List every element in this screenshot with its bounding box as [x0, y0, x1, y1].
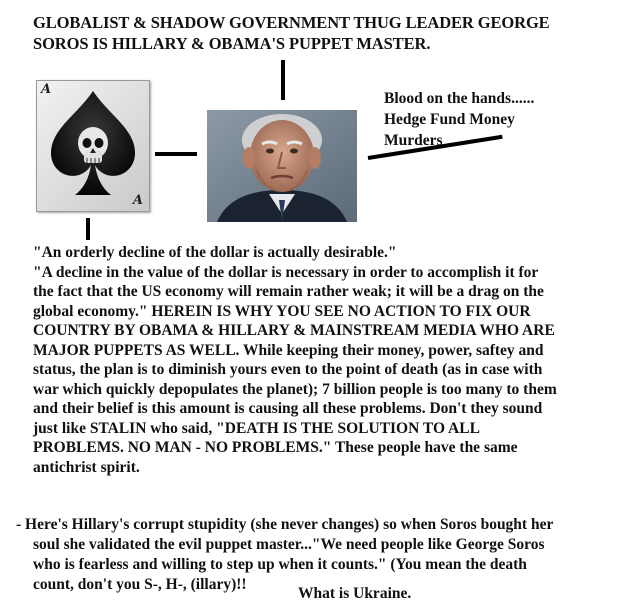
ukraine-text: What is Ukraine. [298, 585, 412, 602]
body-line-10: just like STALIN who said, "DEATH IS THE SOLUTION TO ALL [33, 419, 480, 437]
connector-line-left [155, 152, 197, 156]
body-line-3: the fact that the US economy will remain rather weak; it will be a drag on the [33, 283, 544, 300]
headline-line-2: SOROS IS HILLARY & OBAMA'S PUPPET MASTER. [33, 34, 431, 53]
hillary-line-1: - Here's Hillary's corrupt stupidity (she never changes) so when Soros bought her [16, 516, 554, 533]
hillary-line-4: count, don't you S-, H-, (illary)!! [33, 576, 247, 593]
caption-line-3: Murders [384, 132, 443, 149]
body-line-5: COUNTRY BY OBAMA & HILLARY & MAINSTREAM MEDIA WHO ARE [33, 322, 555, 339]
caption-blood-on-hands [384, 88, 574, 151]
body-line-9: and their belief is this amount is causing all these problems. Don't they sound [33, 400, 543, 417]
headline [33, 12, 623, 54]
body-text [33, 243, 639, 477]
body-line-12: antichrist spirit. [33, 458, 140, 476]
body-line-1: "An orderly decline of the dollar is actually desirable." [33, 244, 397, 261]
ace-of-spades-card [36, 80, 150, 212]
hillary-line-2: soul she validated the evil puppet master..."We need people like George Soros [33, 536, 545, 553]
portrait-photo [207, 110, 357, 222]
person-portrait-icon [207, 110, 357, 222]
card-corner-top: A [41, 82, 52, 97]
connector-line-top [281, 60, 285, 100]
body-line-8: war which quickly depopulates the planet); 7 billion people is too many to them [33, 380, 557, 398]
body-line-2: "A decline in the value of the dollar is necessary in order to accomplish it for [33, 263, 539, 281]
connector-line-bottom [86, 218, 90, 240]
hillary-paragraph [16, 515, 638, 595]
body-line-4: global economy." HEREIN IS WHY YOU SEE NO ACTION TO FIX OUR [33, 302, 531, 320]
body-line-6: MAJOR PUPPETS AS WELL. While keeping their money, power, saftey and [33, 341, 544, 359]
spade-skull-icon [37, 81, 149, 211]
card-corner-bottom: A [132, 193, 143, 208]
body-line-11: PROBLEMS. NO MAN - NO PROBLEMS." These people have the same [33, 439, 518, 456]
headline-line-1: GLOBALIST & SHADOW GOVERNMENT THUG LEADER GEORGE [33, 13, 550, 32]
caption-line-2: Hedge Fund Money [384, 111, 515, 128]
caption-line-1: Blood on the hands...... [384, 90, 535, 107]
hillary-line-3: who is fearless and willing to step up when it counts." (You mean the death [33, 556, 527, 573]
body-line-7: status, the plan is to diminish yours even to the point of death (as in case with [33, 361, 543, 378]
